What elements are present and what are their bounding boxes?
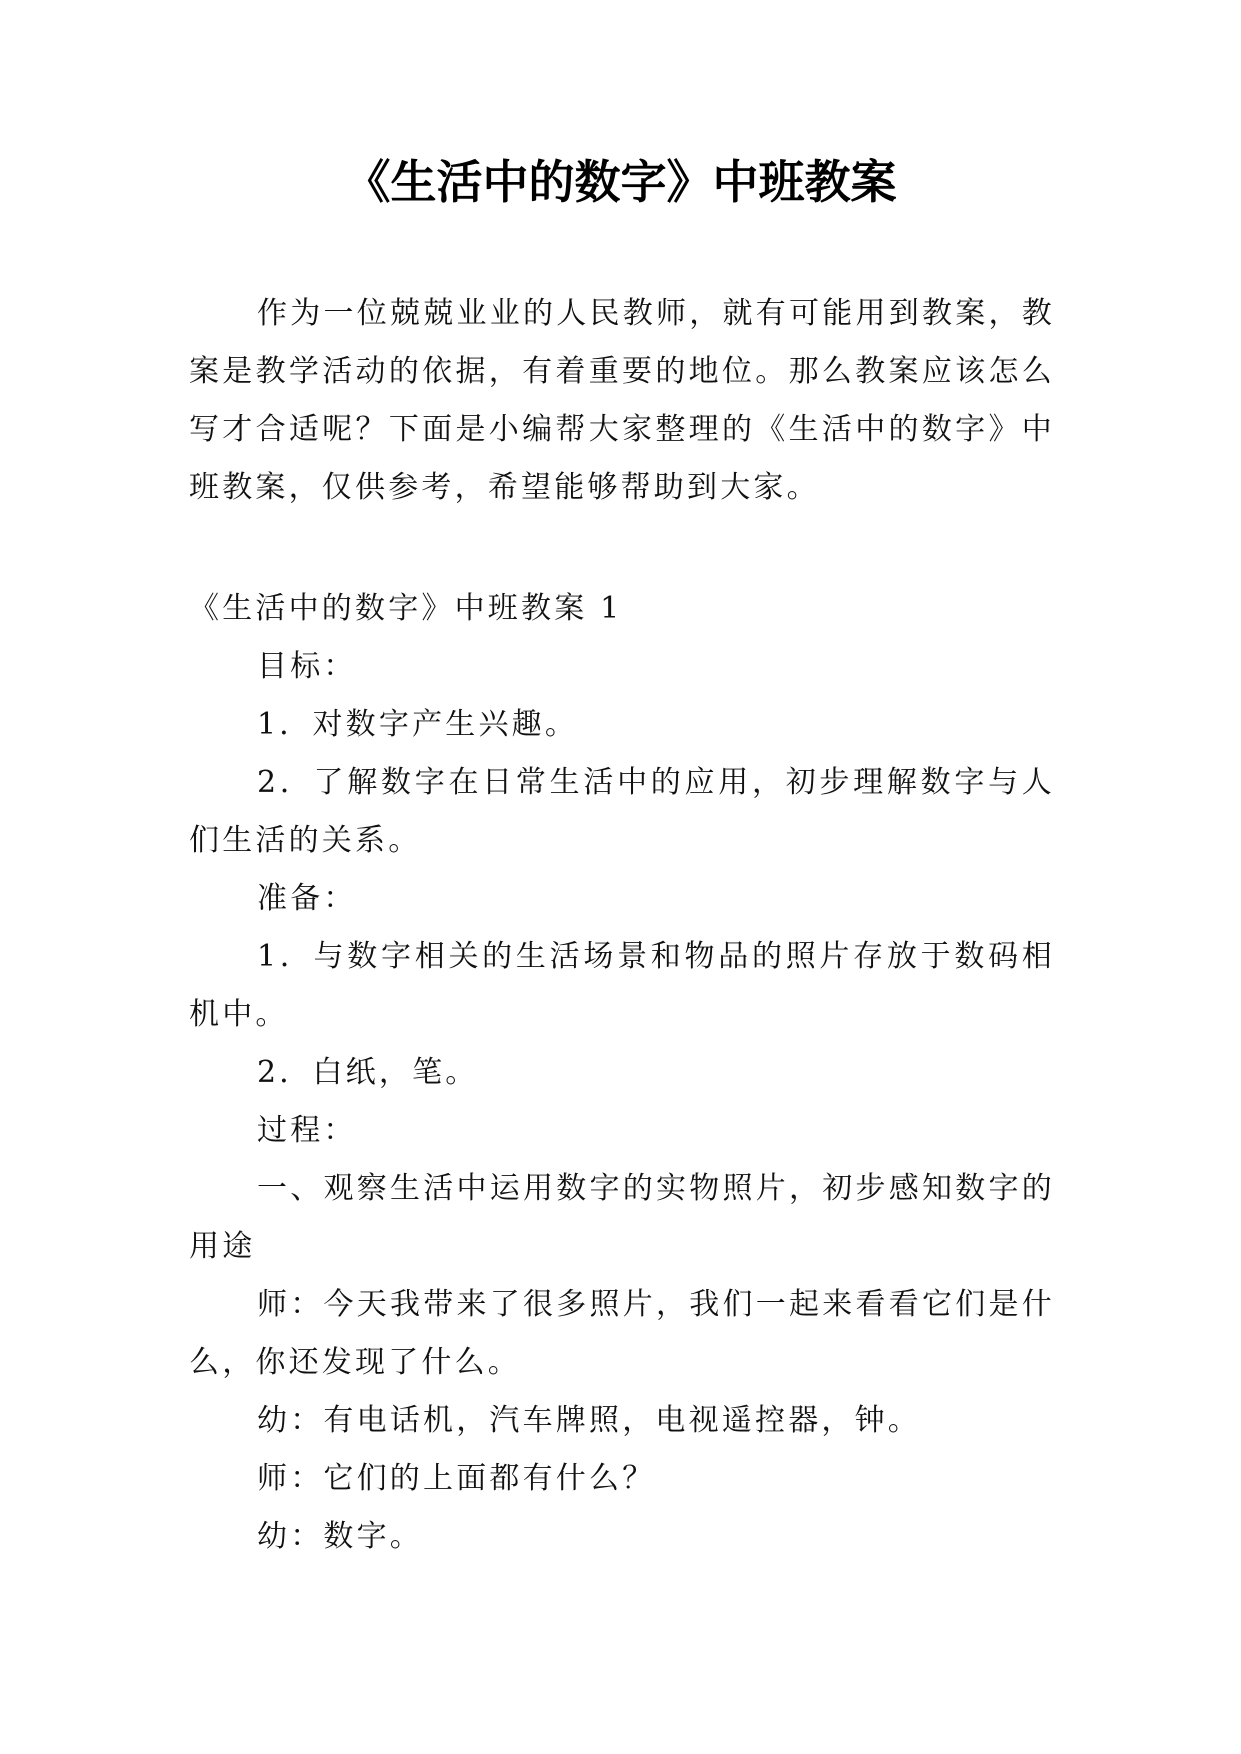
- body-paragraph: 1．对数字产生兴趣。: [257, 707, 579, 742]
- document-title: 《生活中的数字》中班教案: [344, 155, 897, 209]
- body-paragraph: 2．白纸，笔。: [257, 1055, 479, 1090]
- intro-paragraph: 作为一位兢兢业业的人民教师，就有可能用到教案，教案是教学活动的依据，有着重要的地位。那么教案应该怎么写才合适呢？下面是小编帮大家整理的《生活中的数字》中班教案，仅供参考，希望能够帮助到大家。: [189, 296, 1055, 505]
- body-paragraph: 师：它们的上面都有什么？: [257, 1461, 656, 1496]
- body-paragraph: 目标：: [257, 649, 357, 684]
- body-paragraph: 幼：数字。: [257, 1519, 423, 1554]
- body-paragraph: 1．与数字相关的生活场景和物品的照片存放于数码相机中。: [189, 939, 1055, 1032]
- section-heading: 《生活中的数字》中班教案 1: [189, 591, 623, 626]
- body-paragraph: 过程：: [257, 1113, 357, 1148]
- document-body: [189, 580, 1055, 1566]
- body-paragraph: 2．了解数字在日常生活中的应用，初步理解数字与人们生活的关系。: [189, 765, 1055, 858]
- body-paragraph: 师：今天我带来了很多照片，我们一起来看看它们是什么，你还发现了什么。: [189, 1287, 1055, 1380]
- body-paragraph: 幼：有电话机，汽车牌照，电视遥控器，钟。: [257, 1403, 921, 1438]
- body-paragraph: 一、观察生活中运用数字的实物照片，初步感知数字的用途: [189, 1171, 1055, 1264]
- body-paragraph: 准备：: [257, 881, 357, 916]
